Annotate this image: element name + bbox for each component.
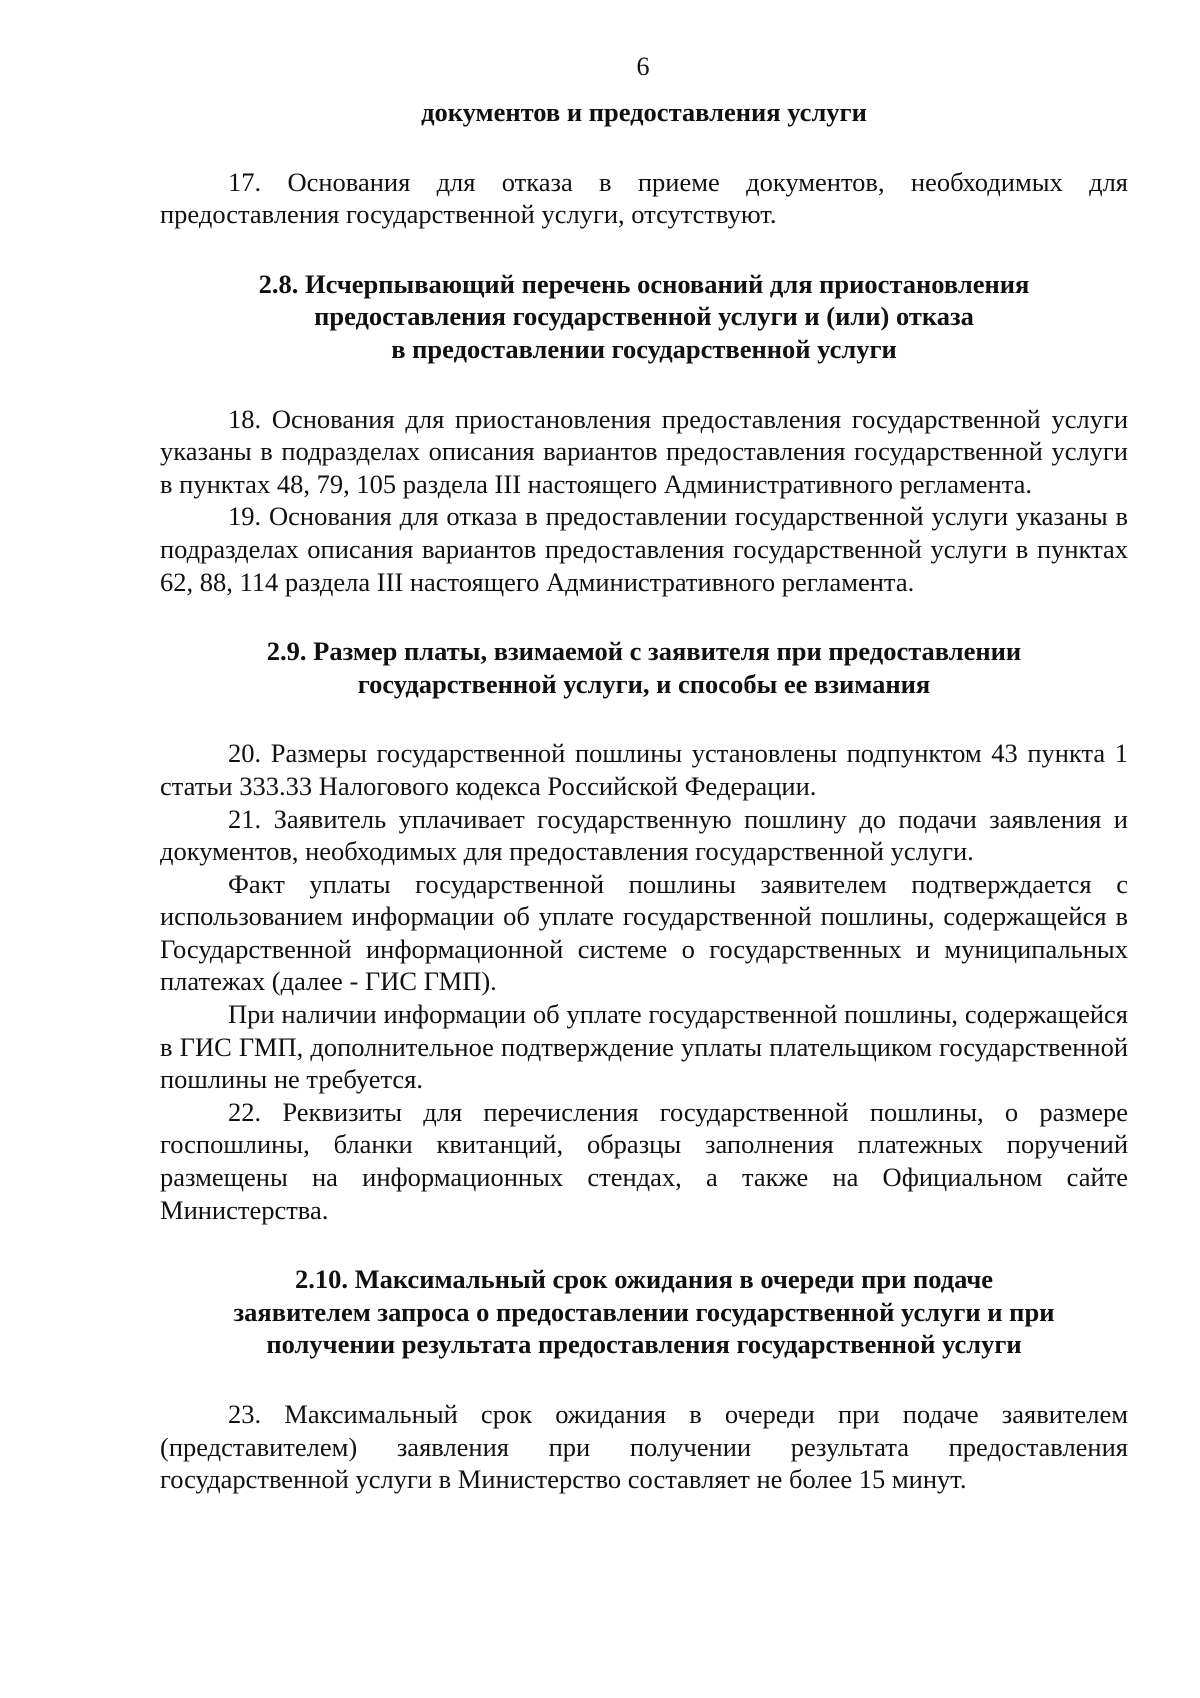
- section-heading-2-10: [160, 1263, 1128, 1361]
- section-heading-2-8: [160, 268, 1128, 366]
- heading-line: заявителем запроса о предоставлении государственной услуги и при: [233, 1296, 1055, 1327]
- heading-line: 2.9. Размер платы, взимаемой с заявителя при предоставлении: [266, 636, 1022, 667]
- page-number: 6: [636, 52, 650, 81]
- paragraph-21: 21. Заявитель уплачивает государственную пошлину до подачи заявления и документов, необходимых для предоставления государственной услуги.: [160, 803, 1128, 867]
- heading-line: получении результата предоставления государственной услуги: [266, 1329, 1022, 1360]
- continued-heading: [160, 96, 1128, 129]
- paragraph-18: 18. Основания для приостановления предоставления государственной услуги указаны в подразделах описания вариантов предоставления государственной услуги в пунктах 48, 79, 105 раздела III настоящего Административного регламента.: [160, 403, 1128, 499]
- paragraph-20: 20. Размеры государственной пошлины установлены подпунктом 43 пункта 1 статьи 333.33 Налогового кодекса Российской Федерации.: [160, 738, 1128, 801]
- paragraph-23: 23. Максимальный срок ожидания в очереди при подаче заявителем (представителем) заявления при получении результата предоставления государственной услуги в Министерство составляет не более 15 минут.: [160, 1399, 1128, 1495]
- paragraph-21-gis-gmp: При наличии информации об уплате государственной пошлины, содержащейся в ГИС ГМП, дополнительное подтверждение уплаты плательщиком государственной пошлины не требуется.: [160, 999, 1128, 1095]
- heading-line: 2.10. Максимальный срок ожидания в очереди при подаче: [294, 1264, 994, 1295]
- paragraph-19: 19. Основания для отказа в предоставлении государственной услуги указаны в подразделах описания вариантов предоставления государственной услуги в пунктах 62, 88, 114 раздела III настоящего Административного регламента.: [160, 501, 1128, 597]
- heading-line: документов и предоставления услуги: [421, 97, 867, 127]
- heading-line: в предоставлении государственной услуги: [391, 333, 897, 364]
- paragraph-21-payment-fact: Факт уплаты государственной пошлины заявителем подтверждается с использованием информации об уплате государственной пошлины, содержащейся в Государственной информационной системе о государственных и муниципальных платежах (далее - ГИС ГМП).: [160, 868, 1128, 997]
- document-body: [160, 96, 1128, 1496]
- heading-line: 2.8. Исчерпывающий перечень оснований для приостановления: [258, 268, 1030, 299]
- heading-line: предоставления государственной услуги и (или) отказа: [314, 301, 974, 332]
- section-heading-2-9: [160, 635, 1128, 700]
- paragraph-17: 17. Основания для отказа в приеме документов, необходимых для предоставления государственной услуги, отсутствуют.: [160, 166, 1128, 230]
- heading-line: государственной услуги, и способы ее взимания: [357, 668, 931, 699]
- paragraph-22: 22. Реквизиты для перечисления государственной пошлины, о размере госпошлины, бланки квитанций, образцы заполнения платежных поручений размещены на информационных стендах, а также на Официальном сайте Министерства.: [160, 1096, 1128, 1225]
